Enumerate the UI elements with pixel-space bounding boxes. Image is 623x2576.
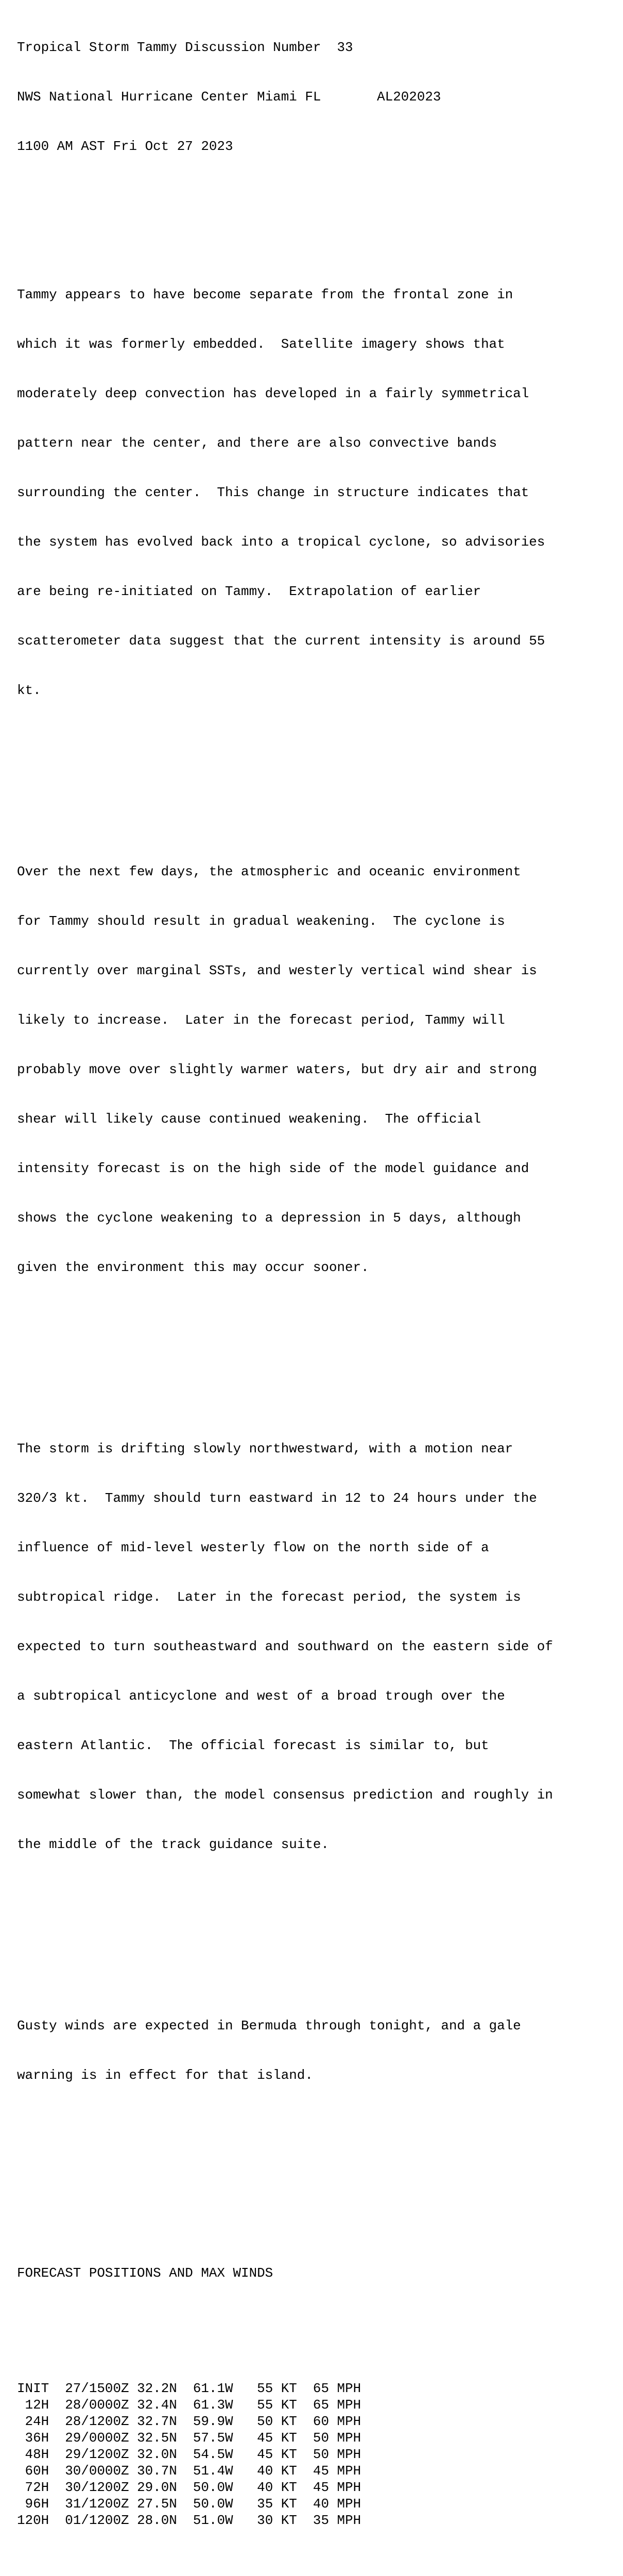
- text-line: eastern Atlantic. The official forecast is similar to, but: [17, 1738, 489, 1753]
- forecast-lon: 59.9W: [193, 2414, 233, 2429]
- forecast-wind-kt: 50 KT: [257, 2414, 297, 2429]
- text-line: scatterometer data suggest that the current intensity is around 55: [17, 633, 545, 649]
- text-line: surrounding the center. This change in structure indicates that: [17, 485, 529, 500]
- forecast-hour: 24H: [17, 2414, 49, 2429]
- forecast-hour: 48H: [17, 2447, 49, 2462]
- forecast-row: [17, 2479, 553, 2496]
- text-line: intensity forecast is on the high side of the model guidance and: [17, 1161, 529, 1176]
- text-line: influence of mid-level westerly flow on the north side of a: [17, 1540, 489, 1555]
- text-line: Tammy appears to have become separate from the frontal zone in: [17, 287, 513, 302]
- paragraph-environment: [17, 831, 553, 1309]
- forecast-lat: 28.0N: [137, 2513, 177, 2528]
- forecast-wind-mph: 45 MPH: [313, 2480, 361, 2495]
- text-line: which it was formerly embedded. Satellite imagery shows that: [17, 336, 505, 352]
- blank-line: [17, 2149, 553, 2166]
- forecast-lon: 61.3W: [193, 2397, 233, 2413]
- forecast-row: [17, 2512, 553, 2529]
- forecast-lon: 51.0W: [193, 2513, 233, 2528]
- office-line: NWS National Hurricane Center Miami FL AL202023: [17, 89, 441, 105]
- issue-time: 1100 AM AST Fri Oct 27 2023: [17, 139, 233, 154]
- blank-line: [17, 188, 553, 204]
- forecast-row: [17, 2413, 553, 2430]
- forecast-wind-mph: 65 MPH: [313, 2397, 361, 2413]
- text-line: subtropical ridge. Later in the forecast period, the system is: [17, 1589, 521, 1605]
- text-line: moderately deep convection has developed in a fairly symmetrical: [17, 386, 529, 401]
- forecast-row: [17, 2380, 553, 2397]
- forecast-wind-mph: 40 MPH: [313, 2496, 361, 2512]
- forecast-wind-kt: 30 KT: [257, 2513, 297, 2528]
- blank-line: [17, 2199, 553, 2215]
- paragraph-track: [17, 1408, 553, 1886]
- forecast-heading: FORECAST POSITIONS AND MAX WINDS: [17, 2265, 273, 2281]
- forecast-time: 28/1200Z: [65, 2414, 129, 2429]
- text-line: probably move over slightly warmer waters, but dry air and strong: [17, 1062, 537, 1077]
- forecast-lat: 32.5N: [137, 2430, 177, 2446]
- forecast-lat: 32.2N: [137, 2381, 177, 2396]
- forecast-hour: 120H: [17, 2513, 49, 2528]
- text-line: the system has evolved back into a tropical cyclone, so advisories: [17, 534, 545, 550]
- forecast-time: 28/0000Z: [65, 2397, 129, 2413]
- text-line: given the environment this may occur sooner.: [17, 1260, 369, 1275]
- forecast-row: [17, 2446, 553, 2463]
- forecast-table: [17, 2380, 553, 2529]
- forecast-time: 29/0000Z: [65, 2430, 129, 2446]
- discussion-document: [17, 6, 553, 2576]
- forecast-row: [17, 2496, 553, 2512]
- text-line: currently over marginal SSTs, and westerly vertical wind shear is: [17, 963, 537, 978]
- text-line: somewhat slower than, the model consensus prediction and roughly in: [17, 1787, 553, 1803]
- forecast-time: 31/1200Z: [65, 2496, 129, 2512]
- forecast-lon: 51.4W: [193, 2463, 233, 2479]
- paragraph-intensity: [17, 253, 553, 732]
- forecast-wind-mph: 60 MPH: [313, 2414, 361, 2429]
- forecast-hour: 12H: [17, 2397, 49, 2413]
- forecast-row: [17, 2430, 553, 2446]
- text-line: the middle of the track guidance suite.: [17, 1837, 329, 1852]
- forecast-hour: 36H: [17, 2430, 49, 2446]
- forecast-lon: 57.5W: [193, 2430, 233, 2446]
- blank-line: [17, 2314, 553, 2331]
- text-line: for Tammy should result in gradual weakening. The cyclone is: [17, 913, 505, 929]
- forecast-hour: 96H: [17, 2496, 49, 2512]
- forecast-hour: 72H: [17, 2480, 49, 2495]
- forecast-time: 30/0000Z: [65, 2463, 129, 2479]
- forecast-lon: 50.0W: [193, 2496, 233, 2512]
- text-line: pattern near the center, and there are also convective bands: [17, 435, 497, 451]
- blank-line: [17, 1919, 553, 1935]
- text-line: kt.: [17, 683, 41, 698]
- forecast-lat: 29.0N: [137, 2480, 177, 2495]
- forecast-lat: 32.0N: [137, 2447, 177, 2462]
- text-line: Over the next few days, the atmospheric and oceanic environment: [17, 864, 521, 879]
- forecast-wind-kt: 35 KT: [257, 2496, 297, 2512]
- paragraph-hazards: [17, 1985, 553, 2116]
- forecast-lat: 30.7N: [137, 2463, 177, 2479]
- text-line: Gusty winds are expected in Bermuda through tonight, and a gale: [17, 2018, 521, 2033]
- forecast-wind-kt: 40 KT: [257, 2463, 297, 2479]
- text-line: likely to increase. Later in the forecast period, Tammy will: [17, 1012, 505, 1028]
- forecast-wind-kt: 55 KT: [257, 2397, 297, 2413]
- forecast-row: [17, 2463, 553, 2479]
- text-line: shows the cyclone weakening to a depression in 5 days, although: [17, 1210, 521, 1226]
- forecast-time: 27/1500Z: [65, 2381, 129, 2396]
- forecast-hour: INIT: [17, 2381, 49, 2396]
- text-line: expected to turn southeastward and southward on the eastern side of: [17, 1639, 553, 1654]
- forecast-wind-kt: 45 KT: [257, 2447, 297, 2462]
- forecast-wind-kt: 40 KT: [257, 2480, 297, 2495]
- forecast-lon: 61.1W: [193, 2381, 233, 2396]
- discussion-title: Tropical Storm Tammy Discussion Number 33: [17, 40, 353, 55]
- forecast-row: [17, 2397, 553, 2413]
- forecast-wind-mph: 65 MPH: [313, 2381, 361, 2396]
- forecast-wind-kt: 45 KT: [257, 2430, 297, 2446]
- blank-line: [17, 2562, 553, 2576]
- blank-line: [17, 1342, 553, 1358]
- forecast-wind-mph: 35 MPH: [313, 2513, 361, 2528]
- forecast-lon: 50.0W: [193, 2480, 233, 2495]
- text-line: The storm is drifting slowly northwestward, with a motion near: [17, 1441, 513, 1456]
- forecast-lat: 32.4N: [137, 2397, 177, 2413]
- text-line: a subtropical anticyclone and west of a broad trough over the: [17, 1688, 505, 1704]
- text-line: 320/3 kt. Tammy should turn eastward in 12 to 24 hours under the: [17, 1490, 537, 1506]
- forecast-wind-mph: 50 MPH: [313, 2447, 361, 2462]
- forecast-time: 29/1200Z: [65, 2447, 129, 2462]
- forecast-time: 30/1200Z: [65, 2480, 129, 2495]
- forecast-lon: 54.5W: [193, 2447, 233, 2462]
- forecast-lat: 27.5N: [137, 2496, 177, 2512]
- blank-line: [17, 765, 553, 781]
- text-line: warning is in effect for that island.: [17, 2067, 313, 2083]
- text-line: are being re-initiated on Tammy. Extrapolation of earlier: [17, 584, 481, 599]
- forecast-wind-mph: 50 MPH: [313, 2430, 361, 2446]
- forecast-hour: 60H: [17, 2463, 49, 2479]
- text-line: shear will likely cause continued weakening. The official: [17, 1111, 481, 1127]
- forecast-wind-mph: 45 MPH: [313, 2463, 361, 2479]
- forecast-lat: 32.7N: [137, 2414, 177, 2429]
- forecast-wind-kt: 55 KT: [257, 2381, 297, 2396]
- forecast-time: 01/1200Z: [65, 2513, 129, 2528]
